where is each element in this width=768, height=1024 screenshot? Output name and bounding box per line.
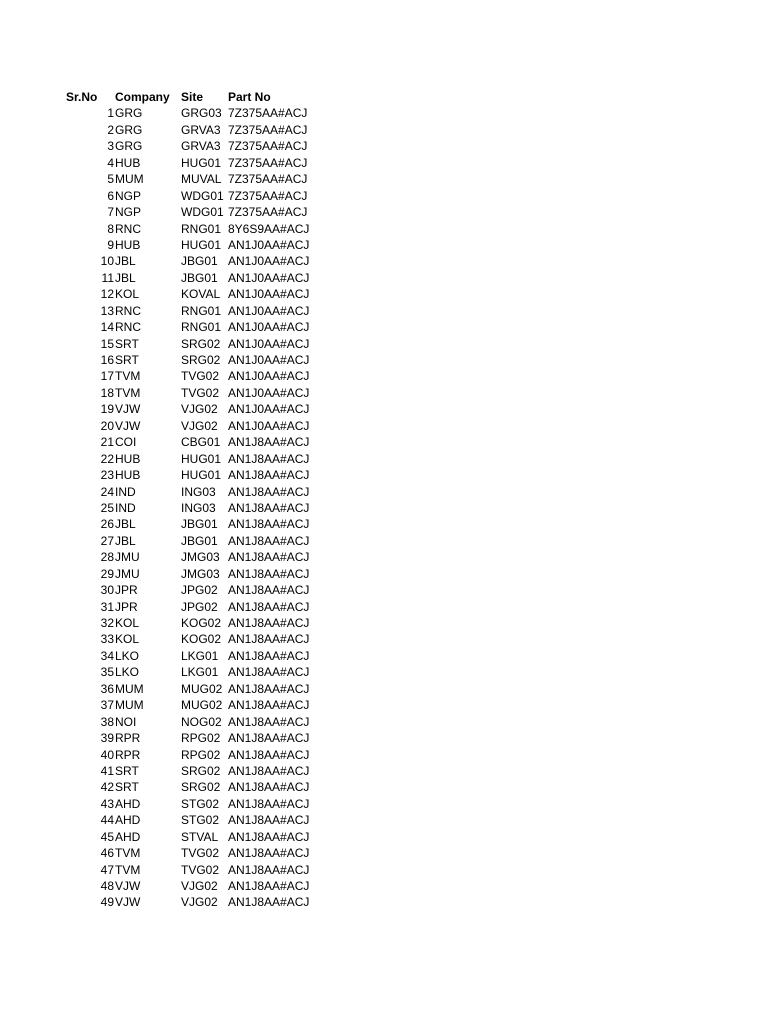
cell-sr-no: 19 xyxy=(100,402,114,417)
cell-company: SRT xyxy=(115,336,139,351)
cell-sr-no: 44 xyxy=(100,813,114,828)
cell-company: JBL xyxy=(115,533,136,548)
cell-site: ING03 xyxy=(181,484,216,499)
cell-company: HUB xyxy=(115,451,141,466)
cell-company: SRT xyxy=(115,763,139,778)
cell-site: MUG02 xyxy=(181,698,223,713)
cell-sr-no: 9 xyxy=(107,237,114,252)
cell-sr-no: 7 xyxy=(107,205,114,220)
cell-company: COI xyxy=(115,435,137,450)
cell-sr-no: 32 xyxy=(100,616,114,630)
cell-site: WDG01 xyxy=(181,188,224,203)
cell-sr-no: 1 xyxy=(107,106,114,121)
cell-part-no: 7Z375AA#ACJ xyxy=(228,139,308,154)
cell-part-no: AN1J8AA#ACJ xyxy=(228,879,310,893)
cell-company: JBL xyxy=(115,517,136,532)
cell-sr-no: 31 xyxy=(100,599,114,614)
cell-part-no: AN1J0AA#ACJ xyxy=(228,320,310,335)
cell-site: RNG01 xyxy=(181,320,222,335)
cell-site: HUG01 xyxy=(181,451,222,466)
cell-sr-no: 38 xyxy=(100,714,114,729)
cell-part-no: AN1J8AA#ACJ xyxy=(228,484,310,499)
cell-site: VJG02 xyxy=(181,895,218,910)
cell-part-no: 7Z375AA#ACJ xyxy=(228,155,308,170)
cell-part-no: AN1J8AA#ACJ xyxy=(228,566,310,581)
cell-site: RNG01 xyxy=(181,221,222,236)
cell-sr-no: 39 xyxy=(100,731,114,746)
cell-sr-no: 36 xyxy=(100,681,114,696)
cell-part-no: AN1J8AA#ACJ xyxy=(228,714,310,729)
header-site: Site xyxy=(181,90,204,104)
cell-part-no: AN1J8AA#ACJ xyxy=(228,599,310,614)
cell-part-no: AN1J8AA#ACJ xyxy=(228,468,310,483)
cell-company: TVM xyxy=(115,385,141,400)
cell-company: HUB xyxy=(115,155,141,170)
cell-sr-no: 21 xyxy=(100,435,114,450)
cell-sr-no: 29 xyxy=(100,566,114,581)
cell-sr-no: 48 xyxy=(100,879,114,893)
cell-site: KOG02 xyxy=(181,616,222,630)
cell-site: NOG02 xyxy=(181,714,222,729)
cell-company: AHD xyxy=(115,813,141,828)
cell-sr-no: 28 xyxy=(100,550,114,565)
cell-company: GRG xyxy=(115,139,143,154)
cell-sr-no: 3 xyxy=(107,139,114,154)
cell-company: JBL xyxy=(115,254,136,269)
cell-site: VJG02 xyxy=(181,418,218,433)
cell-part-no: AN1J8AA#ACJ xyxy=(228,500,310,515)
cell-sr-no: 46 xyxy=(100,846,114,861)
cell-company: GRG xyxy=(115,106,143,121)
cell-site: RNG01 xyxy=(181,303,222,318)
cell-part-no: AN1J0AA#ACJ xyxy=(228,402,310,417)
cell-sr-no: 18 xyxy=(100,385,114,400)
cell-sr-no: 23 xyxy=(100,468,114,483)
cell-company: KOL xyxy=(115,287,140,302)
cell-part-no: AN1J8AA#ACJ xyxy=(228,665,310,680)
cell-part-no: 7Z375AA#ACJ xyxy=(228,106,308,121)
cell-company: HUB xyxy=(115,237,141,252)
cell-company: TVM xyxy=(115,862,141,877)
cell-part-no: AN1J0AA#ACJ xyxy=(228,270,310,285)
cell-part-no: AN1J0AA#ACJ xyxy=(228,287,310,302)
cell-site: TVG02 xyxy=(181,862,220,877)
cell-sr-no: 30 xyxy=(100,583,114,598)
cell-company: MUM xyxy=(115,681,144,696)
cell-company: HUB xyxy=(115,468,141,483)
cell-part-no: AN1J8AA#ACJ xyxy=(228,829,310,844)
cell-part-no: 7Z375AA#ACJ xyxy=(228,205,308,220)
cell-company: SRT xyxy=(115,780,139,795)
cell-part-no: 8Y6S9AA#ACJ xyxy=(228,221,310,236)
cell-company: IND xyxy=(115,484,136,499)
cell-site: TVG02 xyxy=(181,846,220,861)
cell-site: GRVA3 xyxy=(181,139,221,154)
cell-sr-no: 20 xyxy=(100,418,114,433)
cell-company: RNC xyxy=(115,303,141,318)
cell-site: GRG03 xyxy=(181,106,222,121)
cell-site: MUVAL xyxy=(181,172,222,187)
cell-sr-no: 13 xyxy=(100,303,114,318)
cell-company: VJW xyxy=(115,879,141,893)
cell-part-no: AN1J8AA#ACJ xyxy=(228,550,310,565)
cell-site: HUG01 xyxy=(181,468,222,483)
cell-sr-no: 34 xyxy=(100,648,114,663)
cell-part-no: AN1J8AA#ACJ xyxy=(228,648,310,663)
cell-sr-no: 41 xyxy=(100,763,114,778)
cell-part-no: AN1J8AA#ACJ xyxy=(228,517,310,532)
cell-company: VJW xyxy=(115,895,141,910)
cell-site: HUG01 xyxy=(181,155,222,170)
cell-sr-no: 11 xyxy=(101,270,114,285)
cell-part-no: AN1J8AA#ACJ xyxy=(228,583,310,598)
cell-site: STG02 xyxy=(181,796,220,811)
cell-site: MUG02 xyxy=(181,681,223,696)
cell-site: JBG01 xyxy=(181,270,218,285)
cell-company: VJW xyxy=(115,402,141,417)
cell-part-no: AN1J8AA#ACJ xyxy=(228,895,310,910)
cell-part-no: AN1J0AA#ACJ xyxy=(228,237,310,252)
cell-sr-no: 45 xyxy=(100,829,114,844)
cell-company: LKO xyxy=(115,648,140,663)
cell-company: AHD xyxy=(115,829,141,844)
cell-part-no: AN1J8AA#ACJ xyxy=(228,862,310,877)
cell-site: JBG01 xyxy=(181,254,218,269)
cell-site: JMG03 xyxy=(181,566,220,581)
cell-part-no: 7Z375AA#ACJ xyxy=(228,122,308,137)
cell-company: RPR xyxy=(115,747,141,762)
cell-site: LKG01 xyxy=(181,665,219,680)
cell-part-no: AN1J8AA#ACJ xyxy=(228,698,310,713)
cell-sr-no: 14 xyxy=(100,320,114,335)
cell-sr-no: 40 xyxy=(100,747,114,762)
cell-sr-no: 25 xyxy=(100,500,114,515)
cell-company: LKO xyxy=(115,665,140,680)
cell-site: TVG02 xyxy=(181,385,220,400)
cell-site: JPG02 xyxy=(181,583,218,598)
cell-company: MUM xyxy=(115,698,144,713)
cell-site: VJG02 xyxy=(181,402,218,417)
cell-site: SRG02 xyxy=(181,763,221,778)
cell-site: JBG01 xyxy=(181,533,218,548)
cell-sr-no: 33 xyxy=(100,632,114,647)
cell-sr-no: 17 xyxy=(100,369,114,384)
cell-site: GRVA3 xyxy=(181,122,221,137)
cell-part-no: AN1J8AA#ACJ xyxy=(228,813,310,828)
cell-company: GRG xyxy=(115,122,143,137)
cell-company: NOI xyxy=(115,714,137,729)
cell-site: JMG03 xyxy=(181,550,220,565)
cell-part-no: AN1J8AA#ACJ xyxy=(228,533,310,548)
cell-site: KOG02 xyxy=(181,632,222,647)
cell-site: STG02 xyxy=(181,813,220,828)
cell-company: NGP xyxy=(115,188,142,203)
cell-sr-no: 26 xyxy=(100,517,114,532)
cell-site: ING03 xyxy=(181,500,216,515)
cell-part-no: AN1J8AA#ACJ xyxy=(228,451,310,466)
cell-sr-no: 15 xyxy=(100,336,114,351)
cell-site: LKG01 xyxy=(181,648,219,663)
cell-site: WDG01 xyxy=(181,205,224,220)
cell-part-no: AN1J0AA#ACJ xyxy=(228,336,310,351)
cell-company: IND xyxy=(115,500,136,515)
cell-part-no: AN1J8AA#ACJ xyxy=(228,681,310,696)
cell-site: TVG02 xyxy=(181,369,220,384)
cell-company: RPR xyxy=(115,731,141,746)
cell-sr-no: 24 xyxy=(100,484,114,499)
cell-sr-no: 49 xyxy=(100,895,114,910)
cell-part-no: AN1J0AA#ACJ xyxy=(228,254,310,269)
cell-site: SRG02 xyxy=(181,780,221,795)
header-part-no: Part No xyxy=(228,90,271,104)
cell-company: JPR xyxy=(115,599,138,614)
cell-site: SRG02 xyxy=(181,353,221,367)
cell-company: JBL xyxy=(115,270,136,285)
header-company: Company xyxy=(115,90,170,104)
cell-part-no: AN1J8AA#ACJ xyxy=(228,747,310,762)
cell-sr-no: 43 xyxy=(100,796,114,811)
cell-sr-no: 12 xyxy=(100,287,114,302)
cell-part-no: AN1J8AA#ACJ xyxy=(228,731,310,746)
cell-company: JMU xyxy=(115,550,140,565)
cell-company: AHD xyxy=(115,796,141,811)
cell-company: MUM xyxy=(115,172,144,187)
cell-sr-no: 16 xyxy=(100,353,114,367)
cell-part-no: AN1J0AA#ACJ xyxy=(228,385,310,400)
cell-company: JMU xyxy=(115,566,140,581)
cell-sr-no: 2 xyxy=(107,122,114,137)
cell-sr-no: 22 xyxy=(100,451,114,466)
cell-site: RPG02 xyxy=(181,731,221,746)
header-sr-no: Sr.No xyxy=(66,90,98,104)
cell-part-no: AN1J8AA#ACJ xyxy=(228,616,310,630)
cell-sr-no: 47 xyxy=(100,862,114,877)
cell-company: RNC xyxy=(115,320,141,335)
cell-part-no: AN1J0AA#ACJ xyxy=(228,418,310,433)
cell-part-no: AN1J8AA#ACJ xyxy=(228,632,310,647)
cell-sr-no: 4 xyxy=(107,155,114,170)
cell-company: VJW xyxy=(115,418,141,433)
cell-sr-no: 37 xyxy=(100,698,114,713)
cell-site: HUG01 xyxy=(181,237,222,252)
cell-company: RNC xyxy=(115,221,141,236)
cell-part-no: 7Z375AA#ACJ xyxy=(228,188,308,203)
cell-part-no: AN1J0AA#ACJ xyxy=(228,353,310,367)
cell-part-no: AN1J0AA#ACJ xyxy=(228,303,310,318)
cell-part-no: AN1J8AA#ACJ xyxy=(228,780,310,795)
cell-sr-no: 42 xyxy=(100,780,114,795)
cell-company: TVM xyxy=(115,369,141,384)
cell-site: CBG01 xyxy=(181,435,221,450)
cell-sr-no: 6 xyxy=(107,188,114,203)
cell-site: JBG01 xyxy=(181,517,218,532)
cell-site: KOVAL xyxy=(181,287,221,302)
cell-part-no: AN1J8AA#ACJ xyxy=(228,763,310,778)
cell-site: JPG02 xyxy=(181,599,218,614)
cell-site: STVAL xyxy=(181,829,219,844)
cell-site: SRG02 xyxy=(181,336,221,351)
cell-part-no: AN1J0AA#ACJ xyxy=(228,369,310,384)
cell-sr-no: 10 xyxy=(100,254,114,269)
cell-sr-no: 35 xyxy=(100,665,114,680)
cell-site: RPG02 xyxy=(181,747,221,762)
cell-sr-no: 27 xyxy=(100,533,114,548)
cell-part-no: AN1J8AA#ACJ xyxy=(228,796,310,811)
cell-company: KOL xyxy=(115,632,140,647)
cell-sr-no: 5 xyxy=(107,172,114,187)
cell-part-no: AN1J8AA#ACJ xyxy=(228,846,310,861)
cell-site: VJG02 xyxy=(181,879,218,893)
cell-sr-no: 8 xyxy=(107,221,114,236)
cell-part-no: 7Z375AA#ACJ xyxy=(228,172,308,187)
cell-company: NGP xyxy=(115,205,142,220)
cell-company: TVM xyxy=(115,846,141,861)
cell-company: KOL xyxy=(115,616,140,630)
cell-company: JPR xyxy=(115,583,138,598)
cell-part-no: AN1J8AA#ACJ xyxy=(228,435,310,450)
cell-company: SRT xyxy=(115,353,139,367)
